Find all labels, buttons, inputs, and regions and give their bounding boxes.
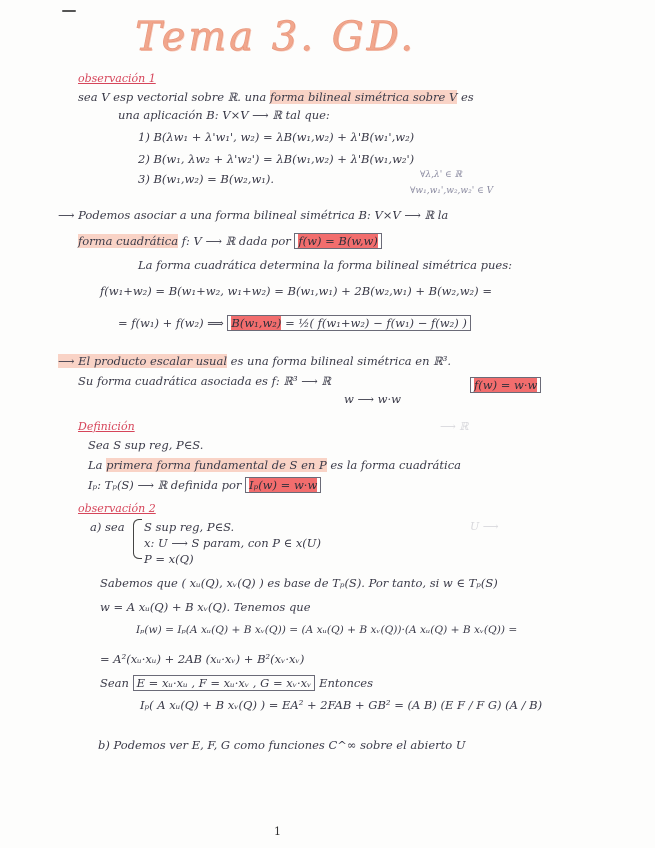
- text-line: a) sea: [90, 520, 125, 534]
- text-line: [88, 478, 321, 492]
- text-line: P = x(Q): [144, 552, 194, 566]
- text-span: es la forma cuadrática: [330, 458, 462, 472]
- text-span: sea V esp vectorial sobre ℝ. una: [78, 90, 267, 104]
- definition-heading: Definición: [78, 420, 135, 433]
- text-span: = ½( f(w₁+w₂) − f(w₁) − f(w₂) ): [285, 316, 467, 330]
- property-3: 3) B(w₁,w₂) = B(w₂,w₁).: [138, 172, 275, 186]
- text-line: Sea S sup reg, P∈S.: [88, 438, 204, 452]
- bleed-through-text: U ⟶: [470, 520, 499, 533]
- text-span: f: V ⟶ ℝ dada por: [181, 234, 291, 248]
- highlighted-formula: f(w) = B(w,w): [298, 234, 378, 248]
- text-line: [100, 676, 373, 690]
- highlighted-term: forma bilineal simétrica sobre V: [269, 90, 458, 104]
- page-title: Tema 3. GD.: [135, 14, 416, 60]
- text-span: es: [460, 90, 474, 104]
- text-span: es una forma bilineal simétrica en ℝ³.: [230, 354, 451, 368]
- highlighted-formula: Iₚ(w) = w·w: [249, 478, 318, 492]
- bleed-through-text: ⟶ ℝ: [440, 420, 469, 433]
- equation-line: f(w₁+w₂) = B(w₁+w₂, w₁+w₂) = B(w₁,w₁) + 2B(w₂,w₁) + B(w₂,w₂) =: [100, 284, 492, 298]
- quantifier-note: ∀w₁,w₁',w₂,w₂' ∈ V: [410, 186, 494, 196]
- observation-1-heading: observación 1: [78, 72, 156, 85]
- text-line: w = A xᵤ(Q) + B xᵥ(Q). Tenemos que: [100, 600, 311, 614]
- quantifier-note: ∀λ,λ' ∈ ℝ: [420, 170, 463, 180]
- text-line: [58, 354, 451, 368]
- text-line: [78, 234, 382, 248]
- text-line: una aplicación B: V×V ⟶ ℝ tal que:: [118, 108, 330, 122]
- property-2: 2) B(w₁, λw₂ + λ'w₂') = λB(w₁,w₂) + λ'B(w₁,w₂'): [138, 152, 415, 166]
- boxed-definitions: E = xᵤ·xᵤ , F = xᵤ·xᵥ , G = xᵥ·xᵥ: [133, 675, 316, 691]
- text-span: = f(w₁) + f(w₂) ⟹: [118, 316, 224, 330]
- text-line: Su forma cuadrática asociada es f: ℝ³ ⟶ ℝ: [78, 374, 331, 388]
- text-line: b) Podemos ver E, F, G como funciones C^∞ sobre el abierto U: [98, 738, 466, 752]
- text-span: Iₚ: Tₚ(S) ⟶ ℝ definida por: [88, 478, 242, 492]
- text-line: x: U ⟶ S param, con P ∈ x(U): [144, 536, 321, 550]
- text-line: Sabemos que ( xᵤ(Q), xᵥ(Q) ) es base de Tₚ(S). Por tanto, si w ∈ Tₚ(S): [100, 576, 498, 590]
- text-line: w ⟶ w·w: [344, 392, 401, 406]
- equation-line: [118, 316, 471, 330]
- pen-mark: [62, 10, 76, 12]
- equation-line: Iₚ( A xᵤ(Q) + B xᵥ(Q) ) = EA² + 2FAB + GB² = (A B) (E F / F G) (A / B): [140, 698, 543, 712]
- text-line: [78, 90, 474, 104]
- highlighted-term: forma cuadrática: [78, 234, 179, 248]
- boxed-formula: [470, 378, 541, 392]
- text-span: Sean: [100, 676, 129, 690]
- highlighted-term: ⟶ El producto escalar usual: [58, 354, 228, 368]
- equation-line: Iₚ(w) = Iₚ(A xᵤ(Q) + B xᵥ(Q)) = (A xᵤ(Q) + B xᵥ(Q))·(A xᵤ(Q) + B xᵥ(Q)) =: [136, 624, 518, 636]
- text-span: Entonces: [319, 676, 374, 690]
- property-1: 1) B(λw₁ + λ'w₁', w₂) = λB(w₁,w₂) + λ'B(w₁',w₂): [138, 130, 415, 144]
- boxed-formula: [294, 233, 381, 249]
- highlighted-formula: B(w₁,w₂): [231, 316, 282, 330]
- highlighted-term: primera forma fundamental de S en P: [106, 458, 327, 472]
- page-number: 1: [274, 825, 281, 838]
- highlighted-formula: f(w) = w·w: [474, 378, 538, 392]
- text-line: S sup reg, P∈S.: [144, 520, 235, 534]
- boxed-formula: [227, 315, 470, 331]
- text-line: [88, 458, 461, 472]
- text-span: La: [88, 458, 103, 472]
- text-line: ⟶ Podemos asociar a una forma bilineal simétrica B: V×V ⟶ ℝ la: [58, 208, 449, 222]
- brace-mark: [133, 519, 142, 559]
- observation-2-heading: observación 2: [78, 502, 156, 515]
- equation-line: = A²(xᵤ·xᵤ) + 2AB (xᵤ·xᵥ) + B²(xᵥ·xᵥ): [100, 652, 305, 666]
- text-line: La forma cuadrática determina la forma bilineal simétrica pues:: [138, 258, 512, 272]
